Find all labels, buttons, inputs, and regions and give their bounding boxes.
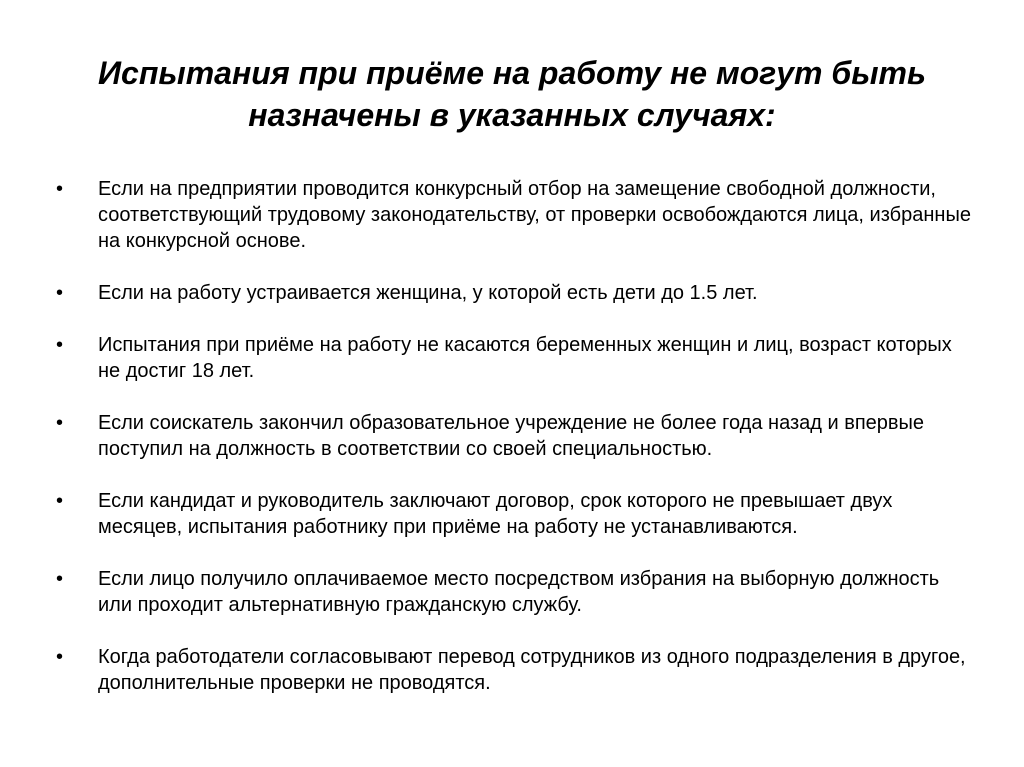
bullet-text: Если соискатель закончил образовательное учреждение не более года назад и впервые поступил на должность в соответствии со своей специальностью. [98,412,925,460]
bullet-text: Если кандидат и руководитель заключают договор, срок которого не превышает двух месяцев, испытания работнику при приёме на работу не устанавливаются. [98,490,893,538]
list-item [56,332,976,384]
list-item [56,410,976,462]
bullet-text: Если на предприятии проводится конкурсный отбор на замещение свободной должности, соответствующий трудовому законодательству, от проверки освобождаются лица, избранные на конкурсной основе. [98,178,971,252]
list-item [56,644,976,696]
list-item [56,488,976,540]
list-item [56,566,976,618]
bullet-dot: • [56,282,64,304]
list-item [56,280,976,306]
bullet-dot: • [56,646,64,668]
bullet-dot: • [56,490,64,512]
list-item [56,176,976,254]
bullet-dot: • [56,178,64,200]
bullet-text: Если лицо получило оплачиваемое место посредством избрания на выборную должность или проходит альтернативную гражданскую службу. [98,568,940,616]
bullet-text: Когда работодатели согласовывают перевод сотрудников из одного подразделения в другое, дополнительные проверки не проводятся. [98,646,966,694]
bullet-dot: • [56,568,64,590]
bullet-list [56,176,976,696]
bullet-dot: • [56,412,64,434]
bullet-dot: • [56,334,64,356]
bullet-text: Если на работу устраивается женщина, у которой есть дети до 1.5 лет. [98,282,758,304]
bullet-text: Испытания при приёме на работу не касаются беременных женщин и лиц, возраст которых не достиг 18 лет. [98,334,952,382]
slide-title: Испытания при приёме на работу не могут быть назначены в указанных случаях: [98,55,926,133]
